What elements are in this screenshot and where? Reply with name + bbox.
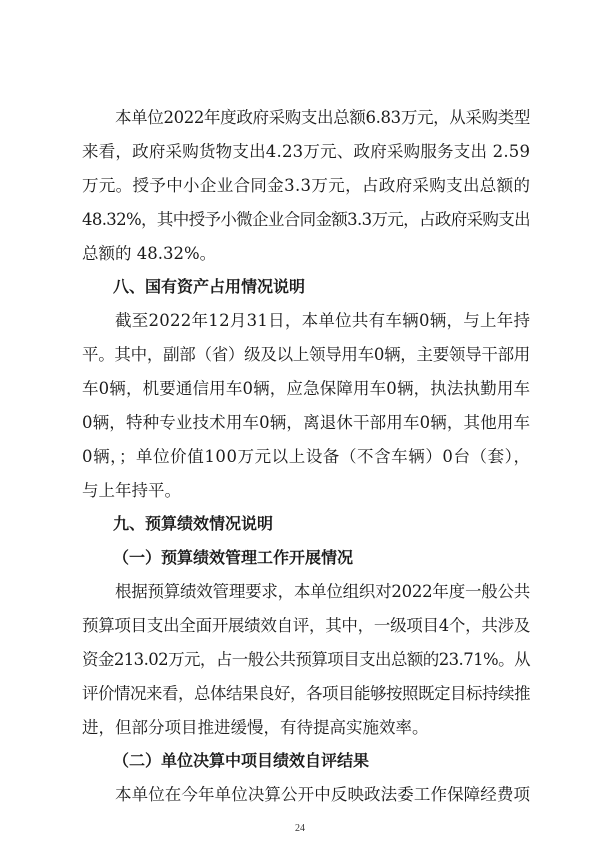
text-line-19: 进，但部分项目推进缓慢，有待提高实施效率。: [82, 718, 429, 737]
subsection-heading-2: （二）单位决算中项目绩效自评结果: [113, 751, 370, 770]
section-heading-9: 九、预算绩效情况说明: [113, 514, 274, 533]
text-line-2: 来看，政府采购货物支出4.23万元、政府采购服务支出 2.59: [82, 142, 531, 161]
text-line-10: 0辆，特种专业技术用车0辆，离退休干部用车0辆，其他用车: [82, 413, 531, 432]
section-heading-8: 八、国有资产占用情况说明: [113, 277, 306, 296]
text-line-11: 0辆，；单位价值100万元以上设备（不含车辆）0台（套），: [82, 447, 531, 466]
text-line-5: 总额的 48.32%。: [82, 244, 217, 263]
text-line-7: 截至2022年12月31日，本单位共有车辆0辆，与上年持: [115, 311, 531, 330]
text-line-9: 车0辆，机要通信用车0辆，应急保障用车0辆，执法执勤用车: [82, 379, 531, 398]
text-line-17: 资金213.02万元，占一般公共预算项目支出总额的23.71%。从: [82, 650, 530, 669]
page-number: 24: [295, 823, 305, 834]
text-line-16: 预算项目支出全面开展绩效自评，其中，一级项目4个，共涉及: [82, 616, 530, 635]
text-line-3: 万元。授予中小企业合同金3.3万元，占政府采购支出总额的: [82, 176, 531, 195]
text-line-8: 平。其中，副部（省）级及以上领导用车0辆，主要领导干部用: [82, 345, 530, 364]
subsection-heading-1: （一）预算绩效管理工作开展情况: [113, 548, 354, 567]
text-line-4: 48.32%，其中授予小微企业合同金额3.3万元，占政府采购支出: [82, 210, 530, 229]
text-line-18: 评价情况来看，总体结果良好，各项目能够按照既定目标持续推: [82, 684, 530, 703]
text-line-12: 与上年持平。: [82, 481, 181, 500]
text-line-21: 本单位在今年单位决算公开中反映政法委工作保障经费项: [115, 785, 531, 804]
text-line-1: 本单位2022年度政府采购支出总额6.83万元，从采购类型: [115, 108, 530, 127]
text-line-15: 根据预算绩效管理要求，本单位组织对2022年度一般公共: [115, 582, 530, 601]
